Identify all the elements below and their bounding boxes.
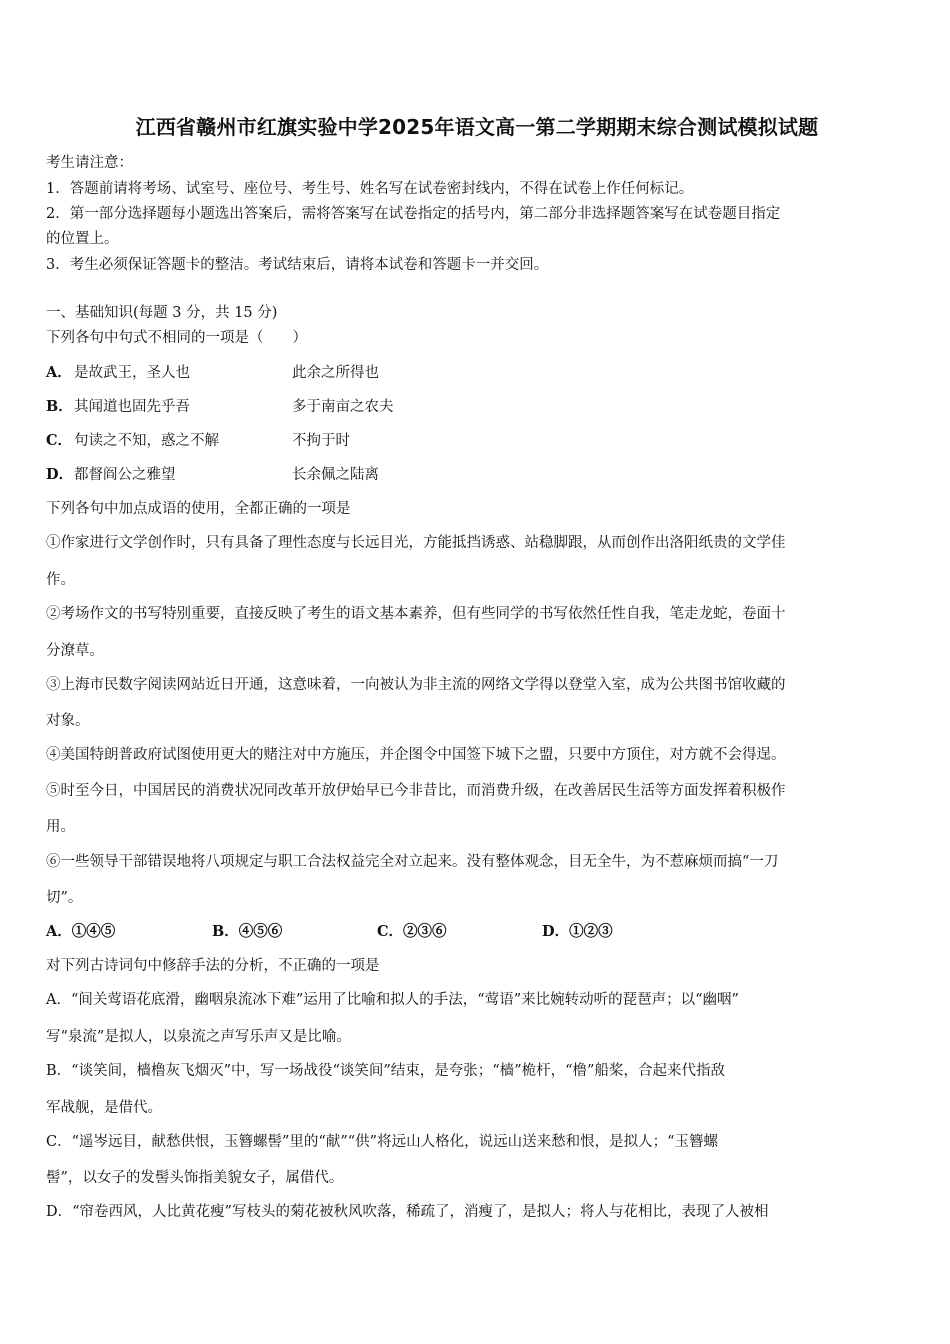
option-row-c [46, 429, 350, 450]
notice-item: 1．答题前请将考场、试室号、座位号、考生号、姓名写在试卷密封线内，不得在试卷上作任何标记。 [46, 181, 694, 197]
option-row-a [46, 361, 379, 382]
paragraph-line: 写“泉流”是拟人，以泉流之声写乐声又是比喻。 [46, 1029, 351, 1045]
notice-heading: 考生请注意： [46, 155, 133, 171]
answer-option: C．②③⑥ [377, 923, 447, 940]
paragraph-line: 对象。 [46, 713, 90, 729]
answer-option: A．①④⑤ [46, 923, 116, 940]
option-text: 不拘于时 [292, 433, 350, 449]
paragraph-line: 髻”，以女子的发髻头饰指美貌女子，属借代。 [46, 1170, 344, 1186]
question-stem: 下列各句中句式不相同的一项是（ ） [46, 330, 307, 346]
paragraph-line: 切”。 [46, 890, 83, 906]
option-text: 多于南亩之农夫 [292, 399, 394, 415]
option-label: C． [46, 432, 73, 449]
question-stem: 对下列古诗词句中修辞手法的分析，不正确的一项是 [46, 958, 380, 974]
paragraph-line: C．“遥岑远目，献愁供恨，玉簪螺髻”里的“献”“供”将远山人格化，说远山送来愁和恨，是拟人；“玉簪螺 [46, 1134, 718, 1150]
notice-item: 2．第一部分选择题每小题选出答案后，需将答案写在试卷指定的括号内，第二部分非选择题答案写在试卷题目指定 [46, 206, 781, 222]
paragraph-line: ②考场作文的书写特别重要，直接反映了考生的语文基本素养，但有些同学的书写依然任性自我，笔走龙蛇，卷面十 [46, 606, 786, 622]
option-text: 其闻道也固先乎吾 [74, 399, 190, 415]
option-row-b [46, 395, 394, 416]
option-row-d [46, 463, 379, 484]
paragraph-line: 作。 [46, 572, 75, 588]
paragraph-line: ⑤时至今日，中国居民的消费状况同改革开放伊始早已今非昔比，而消费升级，在改善居民生活等方面发挥着积极作 [46, 783, 786, 799]
answer-option: D．①②③ [542, 923, 613, 940]
paragraph-line: ④美国特朗普政府试图使用更大的赌注对中方施压，并企图令中国签下城下之盟，只要中方顶住，对方就不会得逞。 [46, 747, 786, 763]
paragraph-line: ③上海市民数字阅读网站近日开通，这意味着，一向被认为非主流的网络文学得以登堂入室，成为公共图书馆收藏的 [46, 677, 786, 693]
option-text: 句读之不知，惑之不解 [74, 433, 219, 449]
option-text: 此余之所得也 [292, 365, 379, 381]
option-label: B． [46, 398, 73, 415]
option-text: 长余佩之陆离 [292, 467, 379, 483]
paragraph-line: A．“间关莺语花底滑，幽咽泉流冰下难”运用了比喻和拟人的手法，“莺语”来比婉转动听的琵琶声；以“幽咽” [46, 992, 739, 1008]
paragraph-line: B．“谈笑间，樯橹灰飞烟灭”中，写一场战役“谈笑间”结束，是夸张；“樯”桅杆，“橹”船桨，合起来代指敌 [46, 1063, 725, 1079]
question-stem: 下列各句中加点成语的使用，全都正确的一项是 [46, 501, 351, 517]
page-title: 江西省赣州市红旗实验中学2025年语文高一第二学期期末综合测试模拟试题 [135, 115, 819, 139]
option-label: D． [46, 466, 74, 483]
paragraph-line: 军战舰，是借代。 [46, 1100, 162, 1116]
paragraph-line: 用。 [46, 819, 75, 835]
paragraph-line: 分潦草。 [46, 643, 104, 659]
section-heading: 一、基础知识(每题 3 分，共 15 分) [46, 305, 278, 321]
notice-item: 的位置上。 [46, 231, 119, 247]
answer-option: B．④⑤⑥ [212, 923, 283, 940]
paragraph-line: ⑥一些领导干部错误地将八项规定与职工合法权益完全对立起来。没有整体观念，目无全牛，为不惹麻烦而搞“一刀 [46, 854, 779, 870]
option-text: 都督阎公之雅望 [74, 467, 176, 483]
paragraph-line: ①作家进行文学创作时，只有具备了理性态度与长远目光，方能抵挡诱惑、站稳脚跟，从而创作出洛阳纸贵的文学佳 [46, 535, 786, 551]
option-text: 是故武王，圣人也 [74, 365, 190, 381]
option-label: A． [46, 364, 72, 381]
paragraph-line: D．“帘卷西风，人比黄花瘦”写枝头的菊花被秋风吹落，稀疏了，消瘦了，是拟人；将人与花相比，表现了人被相 [46, 1204, 769, 1220]
notice-item: 3．考生必须保证答题卡的整洁。考试结束后，请将本试卷和答题卡一并交回。 [46, 257, 549, 273]
